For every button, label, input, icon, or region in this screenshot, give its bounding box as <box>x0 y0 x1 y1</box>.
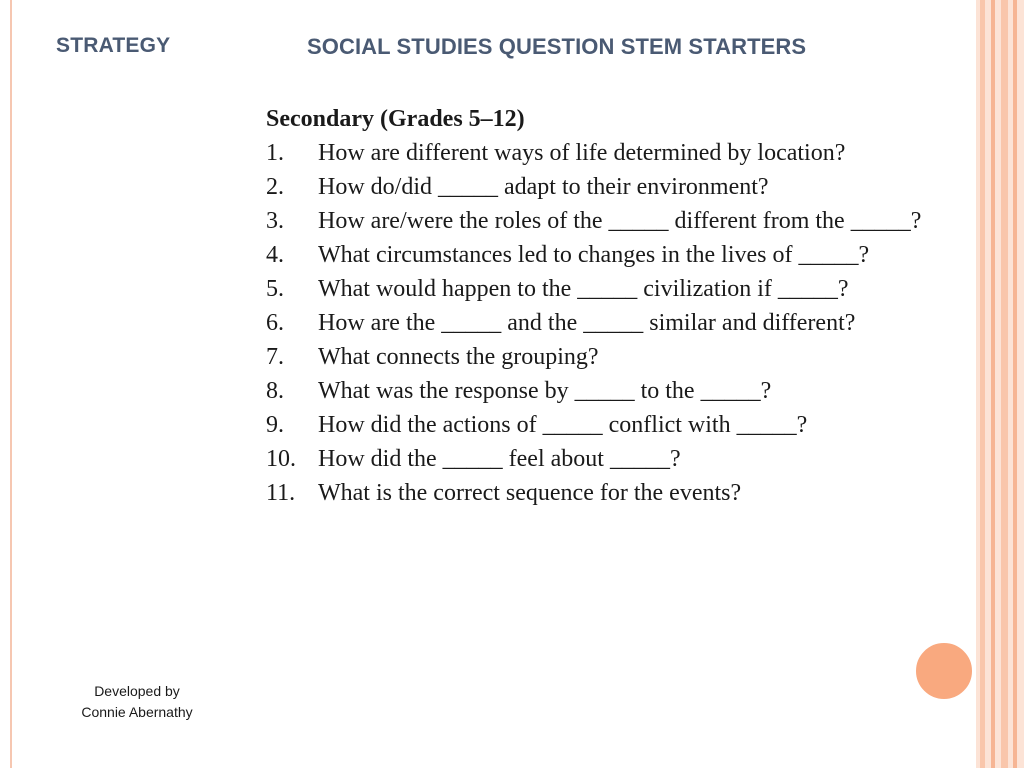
question-number: 5. <box>266 276 284 302</box>
question-number: 8. <box>266 378 284 404</box>
question-text: How did the actions of _____ conflict with _____? <box>318 412 808 438</box>
question-number: 1. <box>266 140 284 166</box>
question-text: What is the correct sequence for the events? <box>318 480 742 506</box>
left-border-line <box>10 0 12 768</box>
credit-line-2: Connie Abernathy <box>81 704 193 720</box>
credit-line-1: Developed by <box>94 683 180 699</box>
question-number: 7. <box>266 344 284 370</box>
question-text: How did the _____ feel about _____? <box>318 446 681 472</box>
strategy-label: STRATEGY <box>56 34 171 57</box>
question-text: What connects the grouping? <box>318 344 599 370</box>
question-content <box>266 102 978 510</box>
slide-title: SOCIAL STUDIES QUESTION STEM STARTERS <box>307 34 807 59</box>
question-number: 9. <box>266 412 284 438</box>
author-credit <box>62 681 212 723</box>
question-item <box>266 374 978 408</box>
question-text: How are the _____ and the _____ similar and different? <box>318 310 856 336</box>
question-item <box>266 306 978 340</box>
question-item <box>266 408 978 442</box>
question-text: How do/did _____ adapt to their environment? <box>318 174 769 200</box>
decorative-stripe <box>1013 0 1017 768</box>
decorative-circle <box>913 640 975 702</box>
question-text: What was the response by _____ to the _____? <box>318 378 772 404</box>
question-number: 4. <box>266 242 284 268</box>
question-number: 2. <box>266 174 284 200</box>
decorative-stripe <box>991 0 995 768</box>
question-item <box>266 340 978 374</box>
section-heading: Secondary (Grades 5–12) <box>266 106 525 132</box>
decorative-stripe <box>1001 0 1008 768</box>
question-text: How are/were the roles of the _____ different from the _____? <box>318 208 922 234</box>
question-text: What would happen to the _____ civilization if _____? <box>318 276 849 302</box>
question-text: How are different ways of life determined by location? <box>318 140 846 166</box>
question-number: 10. <box>266 446 296 472</box>
question-number: 6. <box>266 310 284 336</box>
question-item <box>266 442 978 476</box>
question-list <box>266 136 978 510</box>
question-item <box>266 204 978 238</box>
question-item <box>266 238 978 272</box>
question-number: 3. <box>266 208 284 234</box>
question-text: What circumstances led to changes in the lives of _____? <box>318 242 870 268</box>
question-item <box>266 272 978 306</box>
question-item <box>266 170 978 204</box>
question-number: 11. <box>266 480 296 506</box>
question-item <box>266 136 978 170</box>
question-item <box>266 476 978 510</box>
decorative-stripe <box>980 0 985 768</box>
